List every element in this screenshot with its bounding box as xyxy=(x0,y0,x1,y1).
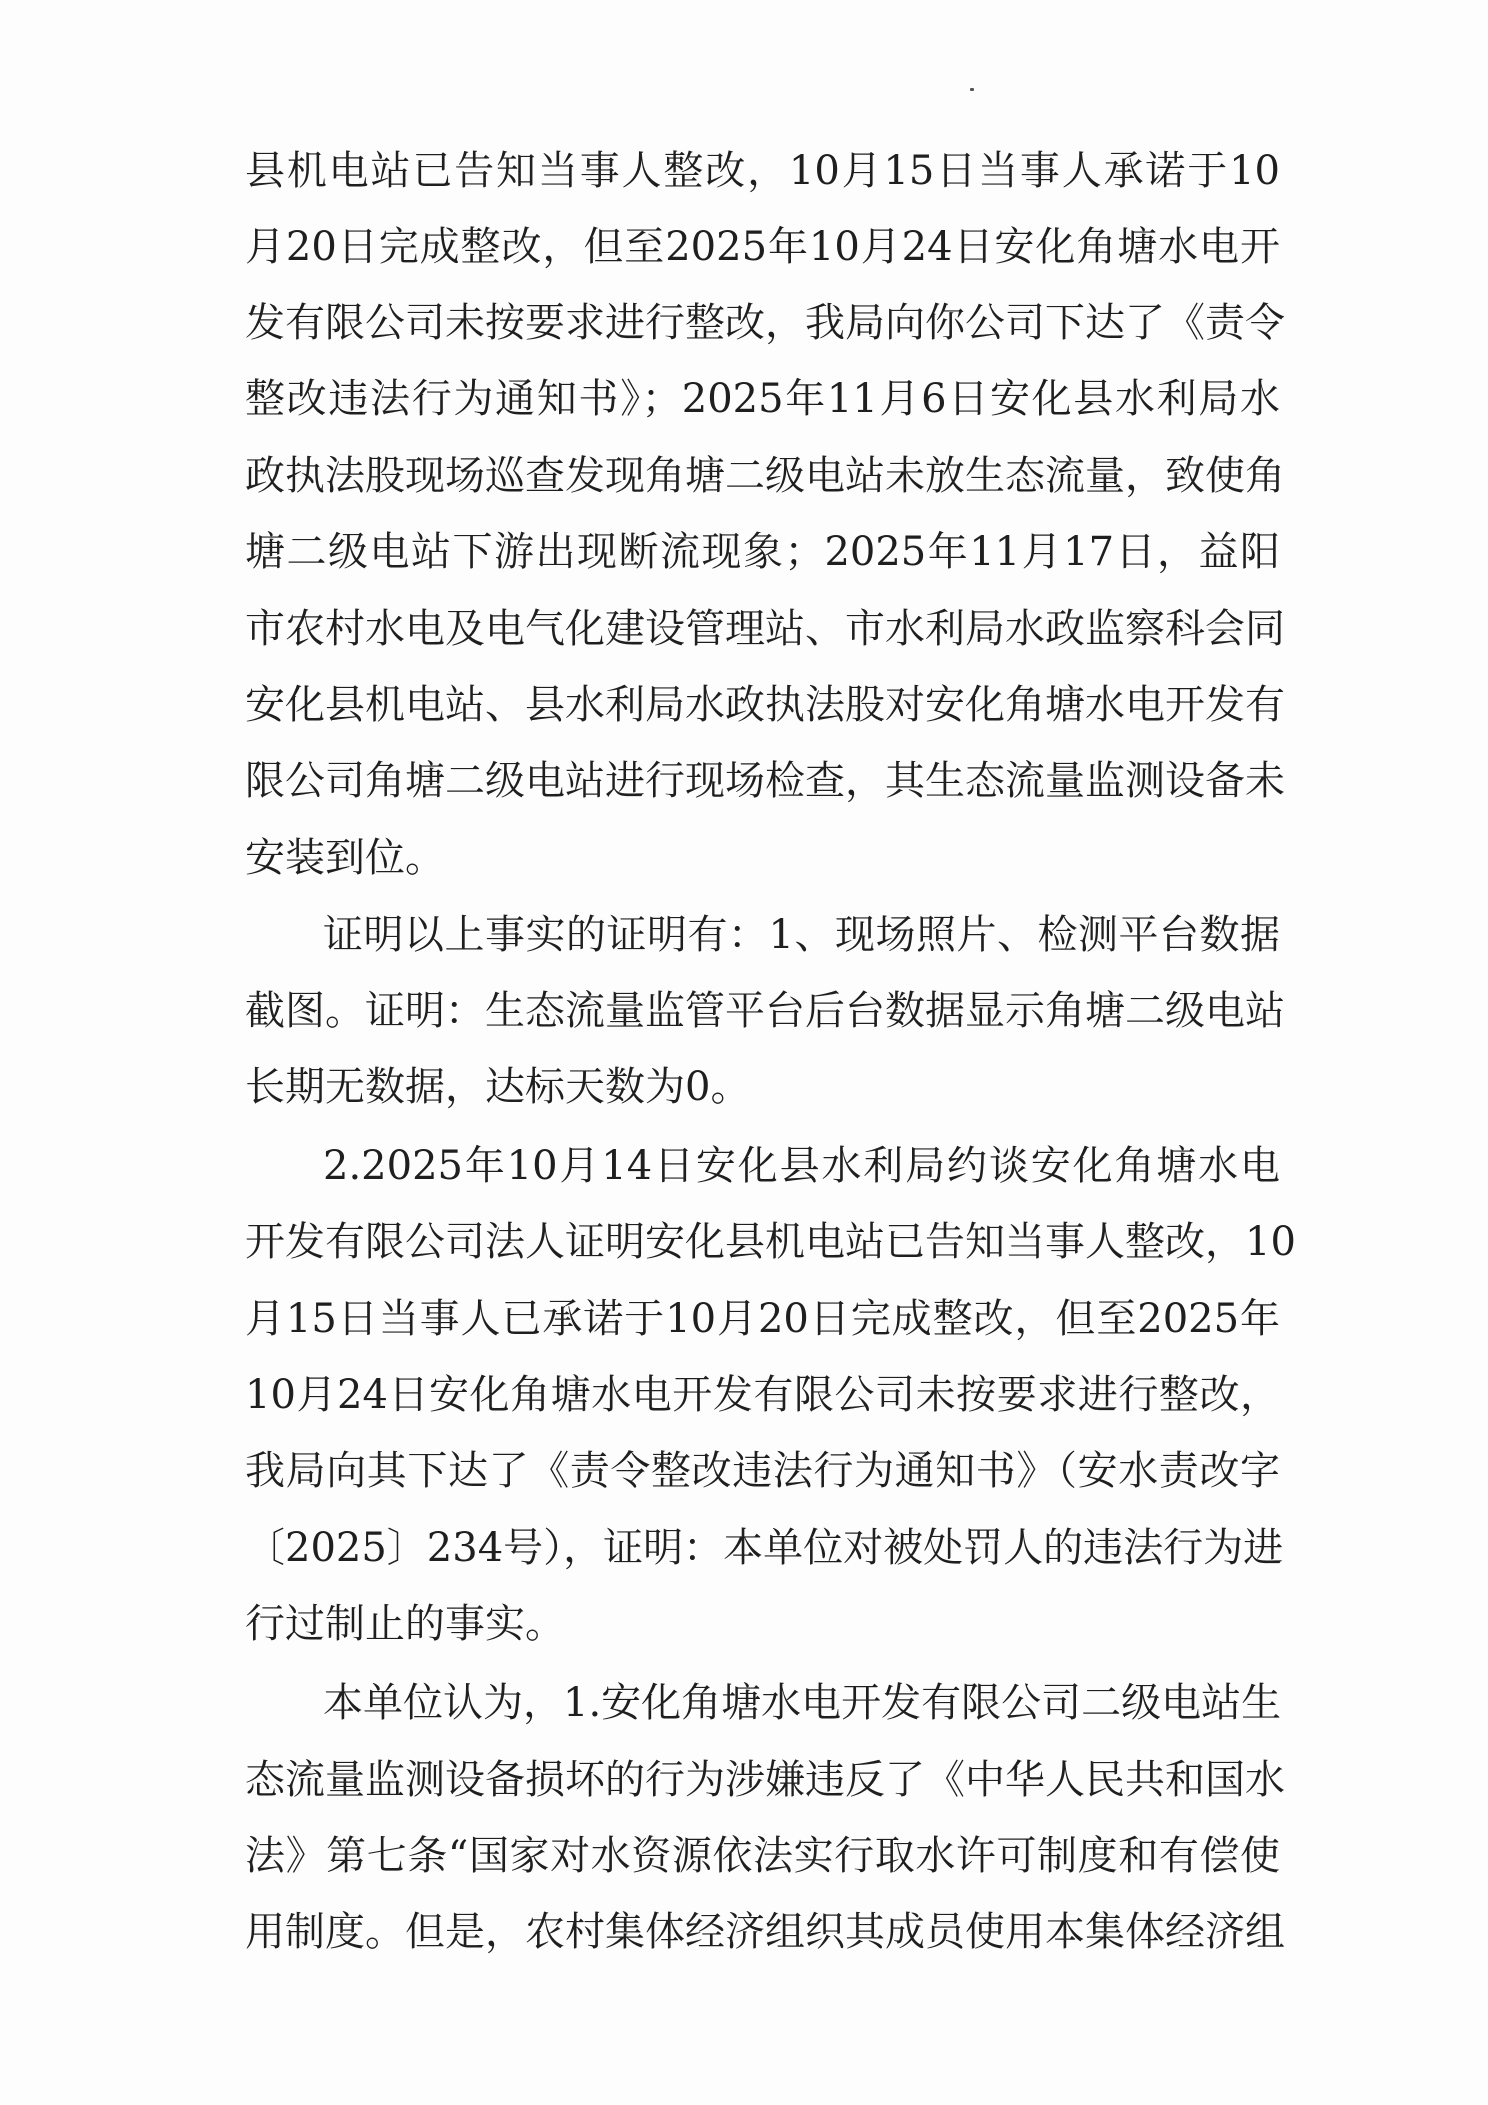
text-line: 月20日完成整改，但至2025年10月24日安化角塘水电开 xyxy=(245,224,1280,270)
text-line: 开发有限公司法人证明安化县机电站已告知当事人整改，10 xyxy=(245,1219,1296,1265)
text-line: 2.2025年10月14日安化县水利局约谈安化角塘水电 xyxy=(323,1143,1280,1189)
text-line: 截图。证明：生态流量监管平台后台数据显示角塘二级电站 xyxy=(245,988,1285,1034)
text-line: 塘二级电站下游出现断流现象；2025年11月17日，益阳 xyxy=(245,529,1280,575)
text-line: 用制度。但是，农村集体经济组织其成员使用本集体经济组 xyxy=(245,1909,1285,1955)
text-line: 〔2025〕234号），证明：本单位对被处罚人的违法行为进 xyxy=(245,1525,1284,1571)
text-line: 法》第七条“国家对水资源依法实行取水许可制度和有偿使 xyxy=(245,1833,1280,1879)
text-line: 限公司角塘二级电站进行现场检查，其生态流量监测设备未 xyxy=(245,758,1285,804)
text-line: 长期无数据，达标天数为0。 xyxy=(245,1064,751,1110)
text-line: 发有限公司未按要求进行整改，我局向你公司下达了《责令 xyxy=(245,300,1285,346)
text-line: 月15日当事人已承诺于10月20日完成整改，但至2025年 xyxy=(245,1296,1280,1342)
text-line: 市农村水电及电气化建设管理站、市水利局水政监察科会同 xyxy=(245,606,1285,652)
text-line: 我局向其下达了《责令整改违法行为通知书》（安水责改字 xyxy=(245,1448,1280,1494)
text-line: 县机电站已告知当事人整改，10月15日当事人承诺于10 xyxy=(245,148,1280,194)
text-line: 态流量监测设备损坏的行为涉嫌违反了《中华人民共和国水 xyxy=(245,1757,1285,1803)
scan-speck xyxy=(970,88,974,91)
text-line: 行过制止的事实。 xyxy=(245,1601,565,1647)
text-line: 证明以上事实的证明有：1、现场照片、检测平台数据 xyxy=(323,912,1280,958)
text-line: 10月24日安化角塘水电开发有限公司未按要求进行整改， xyxy=(245,1372,1280,1418)
text-line: 政执法股现场巡查发现角塘二级电站未放生态流量，致使角 xyxy=(245,453,1285,499)
text-line: 整改违法行为通知书》；2025年11月6日安化县水利局水 xyxy=(245,376,1280,422)
text-line: 本单位认为，1.安化角塘水电开发有限公司二级电站生 xyxy=(323,1680,1282,1726)
text-line: 安化县机电站、县水利局水政执法股对安化角塘水电开发有 xyxy=(245,682,1285,728)
text-line: 安装到位。 xyxy=(245,835,445,881)
